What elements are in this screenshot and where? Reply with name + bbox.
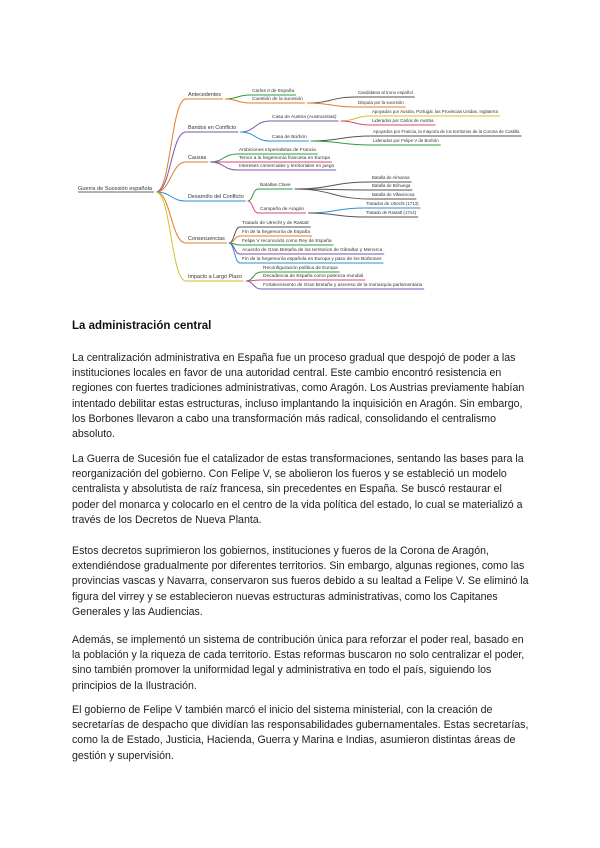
mindmap-branch-label: Consecuencias — [188, 236, 225, 242]
mindmap-branch-label: Impacto a Largo Plazo — [188, 274, 242, 280]
mindmap-connector — [311, 141, 371, 145]
mindmap-connector — [295, 182, 370, 189]
mindmap-connector — [225, 99, 250, 103]
mindmap-root-label: Guerra de Sucesión española — [78, 186, 153, 192]
mindmap-connector — [210, 162, 237, 170]
mindmap-leaf-label: Apoyados por Austria, Portugal, las Provincias Unidas, Inglaterra — [372, 109, 498, 114]
mindmap-connector — [341, 116, 370, 121]
mindmap-node-label: Felipe V reconocido como Rey de España — [242, 239, 332, 244]
paragraph: Además, se implementó un sistema de contribución única para reforzar el poder real, basado en la población y la riqueza de cada territorio. Estas reformas buscaron no solo centralizar el poder, sino también promover la uniformidad legal y administrativa en todo el país, siguiendo los principios de la Ilustración. — [72, 634, 525, 692]
mindmap-connector — [156, 132, 186, 192]
paragraph: Estos decretos suprimieron los gobiernos, instituciones y fueros de la Corona de Aragón, extendiéndose gradualmente por diferentes territorios. Sin embargo, algunas regiones, como las provincias vascas y Navarra, conservaron sus fueros debido a su lealtad a Felipe V. Se eliminó la figura del virrey y se establecieron nuevas estructuras administrativas, como los Capitanes Generales y las Audiencias. — [72, 545, 529, 618]
mindmap-connector — [311, 136, 371, 141]
mindmap-leaf-label: Tratados de Utrecht (1713) — [366, 201, 419, 206]
mindmap-node-label: Tratado de Utrecht y de Rastatt — [242, 221, 309, 226]
mindmap-connector — [240, 132, 270, 141]
mindmap-connector — [307, 103, 356, 107]
mindmap-leaf-label: Liderados por Felipe V de Borbón — [373, 138, 439, 143]
mindmap-branch-label: Desarrollo del Conflicto — [188, 194, 244, 200]
mindmap-connector — [156, 192, 186, 281]
mindmap-node-label: Casa de Borbón — [272, 135, 307, 140]
mindmap-node-label: Ambiciones imperialistas de Francia — [239, 148, 316, 153]
mindmap-node-label: Carlos II de España — [252, 89, 295, 94]
mindmap-leaf-label: Batalla de Almansa — [372, 175, 410, 180]
mindmap-leaf-label: Apoyados por Francia, la mayoría de los territorios de la Corona de Castilla — [373, 129, 520, 134]
mindmap-branch-label: Causas — [188, 155, 207, 161]
mindmap-connector — [246, 281, 261, 289]
mindmap-node-label: Acuerdo de Gran Bretaña de los territorios de Gibraltar y Menorca — [242, 248, 383, 253]
mindmap-node-label: Casa de Austria (Austracistas) — [272, 115, 337, 120]
mindmap-connector — [248, 201, 258, 213]
mindmap-node-label: Fortalecimiento de Gran Bretaña y ascenso de la monarquía parlamentaria — [263, 283, 423, 288]
mindmap-leaf-label: Disputa por la sucesión — [358, 100, 404, 105]
paragraph: La Guerra de Sucesión fue el catalizador de estas transformaciones, sentando las bases para la reorganización del gobierno. Con Felipe V, se abolieron los fueros y se estableció un modelo centralista y absolutista de raíz francesa, sin precedentes en España. Se buscó restaurar el poder del monarca y colocarlo en el centro de la vida política del estado, lo cual se materializó a través de los Decretos de Nueva Planta. — [72, 453, 524, 526]
paragraph: La centralización administrativa en España fue un proceso gradual que despojó de poder a las instituciones locales en favor de una autoridad central. Este cambio encontró resistencia en regiones con fuertes tradiciones administrativas, como Aragón. Los Austrias previamente habían intentado debilitar estas estructuras, incluso implantando la inquisición en Aragón. Sin embargo, los Borbones llevaron a cabo una transformación más radical, consolidando el centralismo absoluto. — [72, 352, 525, 441]
mindmap-node-label: Temor a la hegemonía francesa en Europa — [239, 156, 330, 161]
mindmap-leaf-label: Tratado de Rastatt (1714) — [366, 210, 417, 215]
mindmap-connector — [308, 208, 364, 213]
paragraph: El gobierno de Felipe V también marcó el inicio del sistema ministerial, con la creación de secretarías de despacho que dividían las responsabilidades gubernamentales. Estas secretarías, como la de Estado, Justicia, Hacienda, Guerra y Marina e Indias, asumieron distintas áreas de gestión y supervisión. — [72, 704, 529, 762]
mindmap-leaf-label: Candidatos al trono español — [358, 90, 413, 95]
mindmap-connector — [240, 121, 270, 132]
mindmap-branch-label: Bandos en Conflicto — [188, 125, 237, 131]
mindmap-node-label: Batallas Clave — [260, 183, 291, 188]
mind-map — [0, 0, 600, 300]
mindmap-connector — [229, 227, 240, 243]
mindmap-connector — [210, 154, 237, 162]
mindmap-connector — [156, 162, 186, 192]
mindmap-connector — [341, 121, 370, 125]
mindmap-node-label: Fin de la hegemonía española en Europa y paso de los Borbones — [242, 257, 382, 262]
mindmap-leaf-label: Batalla de Brihuega — [372, 183, 411, 188]
mindmap-leaf-label: Liderados por Carlos de Austria — [372, 118, 434, 123]
mindmap-connector — [225, 95, 250, 99]
mindmap-node-label: Decadencia de España como potencia mundial — [263, 274, 364, 279]
mindmap-leaf-label: Batalla de Villaviciosa — [372, 192, 415, 197]
mindmap-branch-label: Antecedentes — [188, 92, 221, 98]
mindmap-node-label: Campaña de Aragón — [260, 207, 305, 212]
mindmap-connector — [295, 189, 370, 199]
mindmap-connector — [307, 97, 356, 103]
mindmap-connector — [248, 189, 258, 201]
mindmap-node-label: Fin de la hegemonía de España — [242, 230, 311, 235]
section-heading: La administración central — [72, 320, 212, 332]
mindmap-node-label: Cuestión de la sucesión — [252, 97, 303, 102]
mindmap-node-label: Intereses comerciales y territoriales en juego — [239, 164, 335, 169]
mindmap-node-label: Reconfiguración política de Europa — [263, 266, 338, 271]
mindmap-connector — [308, 213, 364, 217]
